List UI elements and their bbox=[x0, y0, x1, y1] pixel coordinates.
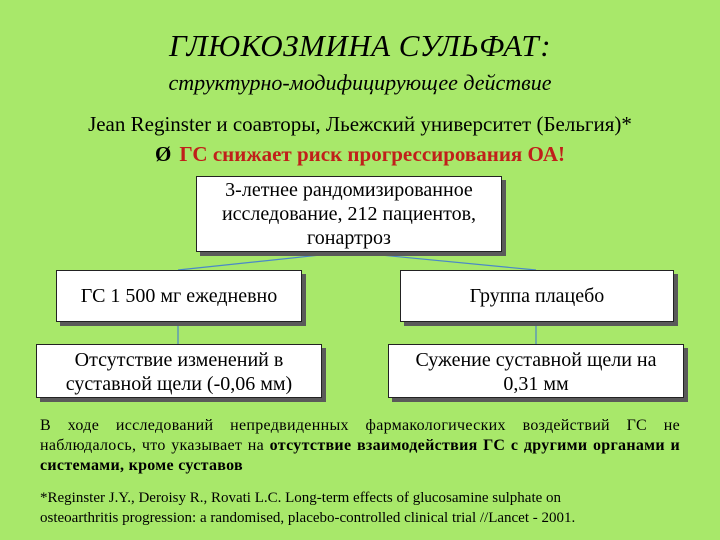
study-design-line: гонартроз bbox=[307, 227, 391, 249]
reference-line: *Reginster J.Y., Deroisy R., Rovati L.C. Long-term effects of glucosamine sulphate on bbox=[40, 490, 562, 506]
gs-result-line: Отсутствие изменений в bbox=[74, 349, 284, 371]
conclusion-text bbox=[40, 416, 680, 476]
slide-title: ГЛЮКОЗМИНА СУЛЬФАТ: bbox=[168, 28, 552, 63]
connector-top-to-right bbox=[349, 252, 536, 270]
key-claim-text: ГС снижает риск прогрессирования ОА! bbox=[179, 142, 565, 166]
conclusion-bold: отсутствие взаимодействия ГС с другими органами и системами, кроме суставов bbox=[40, 437, 680, 474]
reference-citation bbox=[40, 488, 690, 528]
placebo-result-box bbox=[388, 344, 684, 398]
slide-subtitle: структурно-модифицирующее действие bbox=[168, 70, 552, 95]
study-design-box bbox=[196, 176, 502, 252]
key-claim bbox=[0, 142, 720, 167]
placebo-group-label: Группа плацебо bbox=[469, 285, 605, 307]
placebo-result-line: 0,31 мм bbox=[503, 373, 569, 395]
placebo-result-line: Сужение суставной щели на bbox=[415, 349, 657, 371]
gs-result-box bbox=[36, 344, 322, 398]
reference-line: osteoarthritis progression: a randomised, placebo-controlled clinical trial //Lancet - 2001. bbox=[40, 510, 576, 526]
arrow-bullet-icon: Ø bbox=[155, 142, 172, 166]
connector-top-to-left bbox=[178, 252, 349, 270]
study-design-line: исследование, 212 пациентов, bbox=[221, 203, 477, 225]
conclusion-plain: В ходе исследований непредвиденных фармакологических воздействий ГС не наблюдалось, что указывает на bbox=[40, 417, 680, 454]
gs-result-line: суставной щели (-0,06 мм) bbox=[65, 373, 293, 395]
gs-group-box bbox=[56, 270, 302, 322]
study-design-line: 3-летнее рандомизированное bbox=[225, 179, 473, 201]
gs-group-label: ГС 1 500 мг ежедневно bbox=[80, 285, 278, 307]
placebo-group-box bbox=[400, 270, 674, 322]
study-authors: Jean Reginster и соавторы, Льежский университет (Бельгия)* bbox=[88, 112, 632, 136]
